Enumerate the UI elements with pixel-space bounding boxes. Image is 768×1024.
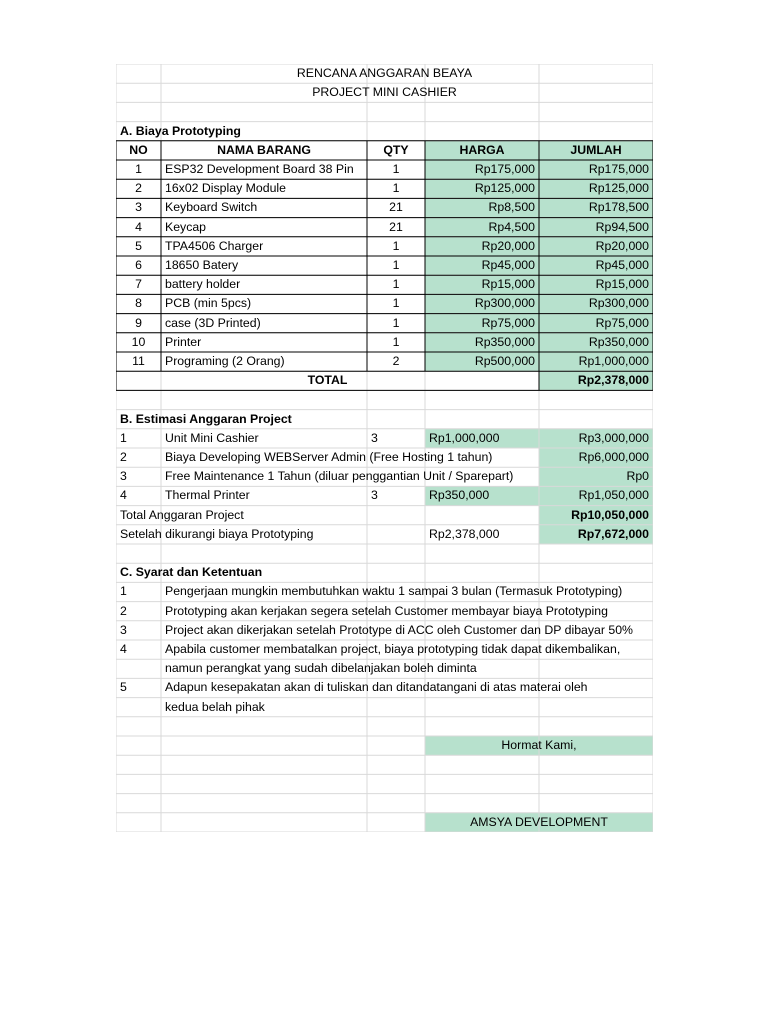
sheet-title: RENCANA ANGGARAN BEAYA	[296, 66, 473, 80]
estimate-qty: 3	[371, 488, 378, 503]
term-text: Pengerjaan mungkin membutuhkan waktu 1 sampai 3 bulan (Termasuk Prototyping)	[165, 584, 623, 599]
table-header-cell: QTY	[383, 142, 409, 157]
item-total: Rp175,000	[588, 162, 649, 176]
estimate-qty: 3	[371, 430, 378, 445]
item-qty: 1	[392, 238, 400, 253]
item-price: Rp45,000	[481, 258, 535, 272]
row-number: 1	[120, 430, 127, 445]
row-number: 4	[135, 219, 142, 234]
item-name: TPA4506 Charger	[165, 238, 264, 253]
item-name: Programing (2 Orang)	[165, 354, 285, 368]
item-total: Rp94,500	[595, 219, 649, 234]
row-number: 9	[135, 315, 142, 330]
row-number: 3	[120, 469, 127, 484]
item-name: Printer	[165, 334, 202, 349]
net-prototype-cost: Rp2,378,000	[429, 526, 500, 541]
item-price: Rp500,000	[474, 354, 535, 368]
estimate-price: Rp350,000	[429, 488, 490, 503]
term-text: Prototyping akan kerjakan segera setelah Customer membayar biaya Prototyping	[165, 603, 608, 618]
section-a-heading: A. Biaya Prototyping	[120, 123, 241, 138]
row-number: 5	[135, 238, 142, 253]
item-qty: 1	[392, 162, 400, 176]
estimate-price: Rp1,000,000	[429, 430, 500, 445]
item-total: Rp125,000	[588, 181, 649, 196]
estimate-total: Rp3,000,000	[578, 430, 649, 445]
term-text: namun perangkat yang sudah dibelanjakan boleh diminta	[165, 661, 477, 676]
term-text: Adapun kesepakatan akan di tuliskan dan ditandatangani di atas materai oleh	[165, 680, 588, 695]
item-qty: 21	[389, 219, 403, 234]
closing-greeting: Hormat Kami,	[501, 738, 577, 752]
term-number: 5	[120, 680, 127, 695]
item-name: PCB (min 5pcs)	[165, 296, 252, 311]
item-total: Rp178,500	[588, 200, 649, 215]
item-name: 16x02 Display Module	[165, 181, 286, 196]
term-number: 2	[120, 603, 127, 618]
item-name: battery holder	[165, 277, 241, 292]
net-value: Rp7,672,000	[577, 526, 649, 541]
item-price: Rp125,000	[474, 181, 535, 196]
item-total: Rp1,000,000	[578, 354, 649, 368]
row-number: 10	[131, 334, 146, 349]
item-total: Rp75,000	[595, 315, 649, 330]
item-total: Rp15,000	[595, 277, 649, 292]
item-price: Rp8,500	[488, 200, 535, 215]
item-qty: 2	[392, 354, 400, 368]
item-price: Rp175,000	[474, 162, 535, 176]
item-total: Rp300,000	[588, 296, 649, 311]
row-number: 1	[135, 162, 142, 176]
section-c-heading: C. Syarat dan Ketentuan	[120, 565, 263, 580]
total-value: Rp2,378,000	[577, 373, 649, 388]
project-total-label: Total Anggaran Project	[120, 507, 244, 522]
table-header-cell: NO	[129, 142, 148, 157]
item-name: case (3D Printed)	[165, 315, 261, 330]
item-qty: 1	[392, 296, 400, 311]
item-price: Rp4,500	[488, 219, 535, 234]
item-name: Keyboard Switch	[165, 200, 258, 215]
item-name: Keycap	[165, 219, 207, 234]
item-price: Rp15,000	[481, 277, 535, 292]
table-header-cell: HARGA	[459, 142, 505, 157]
row-number: 3	[135, 200, 142, 215]
estimate-total: Rp1,050,000	[578, 488, 649, 503]
term-text: kedua belah pihak	[165, 699, 265, 714]
term-number: 3	[120, 622, 127, 637]
estimate-total: Rp6,000,000	[578, 450, 649, 464]
item-name: 18650 Batery	[165, 258, 239, 272]
item-qty: 1	[392, 181, 400, 196]
item-total: Rp350,000	[588, 334, 649, 349]
estimate-item: Free Maintenance 1 Tahun (diluar penggantian Unit / Sparepart)	[165, 469, 514, 484]
estimate-item: Unit Mini Cashier	[165, 430, 259, 445]
company-signature: AMSYA DEVELOPMENT	[470, 814, 608, 829]
item-total: Rp45,000	[595, 258, 649, 272]
item-qty: 21	[389, 200, 403, 215]
item-price: Rp350,000	[474, 334, 535, 349]
table-header-cell: JUMLAH	[570, 142, 622, 157]
section-b-heading: B. Estimasi Anggaran Project	[120, 411, 292, 426]
estimate-item: Thermal Printer	[165, 488, 250, 503]
item-name: ESP32 Development Board 38 Pin	[165, 162, 354, 176]
term-number: 1	[120, 584, 127, 599]
item-price: Rp300,000	[474, 296, 535, 311]
row-number: 2	[120, 450, 127, 464]
row-number: 4	[120, 488, 127, 503]
estimate-item: Biaya Developing WEBServer Admin (Free Hosting 1 tahun)	[165, 450, 493, 464]
row-number: 6	[135, 258, 142, 272]
row-number: 8	[135, 296, 142, 311]
term-text: Apabila customer membatalkan project, biaya prototyping tidak dapat dikembalikan,	[165, 642, 621, 656]
project-total-value: Rp10,050,000	[571, 507, 649, 522]
item-qty: 1	[392, 258, 400, 272]
table-header-cell: NAMA BARANG	[217, 142, 311, 157]
row-number: 11	[132, 354, 145, 368]
item-price: Rp75,000	[481, 315, 535, 330]
sheet-subtitle: PROJECT MINI CASHIER	[312, 85, 457, 100]
item-qty: 1	[392, 315, 400, 330]
row-number: 7	[135, 277, 142, 292]
budget-sheet	[116, 64, 653, 832]
net-label: Setelah dikurangi biaya Prototyping	[120, 526, 314, 541]
item-price: Rp20,000	[481, 238, 535, 253]
term-number: 4	[120, 642, 127, 656]
row-number: 2	[135, 181, 142, 196]
item-qty: 1	[392, 277, 400, 292]
item-total: Rp20,000	[595, 238, 649, 253]
term-text: Project akan dikerjakan setelah Prototype di ACC oleh Customer dan DP dibayar 50%	[165, 622, 633, 637]
total-label: TOTAL	[307, 373, 348, 388]
item-qty: 1	[392, 334, 400, 349]
estimate-total: Rp0	[626, 469, 649, 484]
